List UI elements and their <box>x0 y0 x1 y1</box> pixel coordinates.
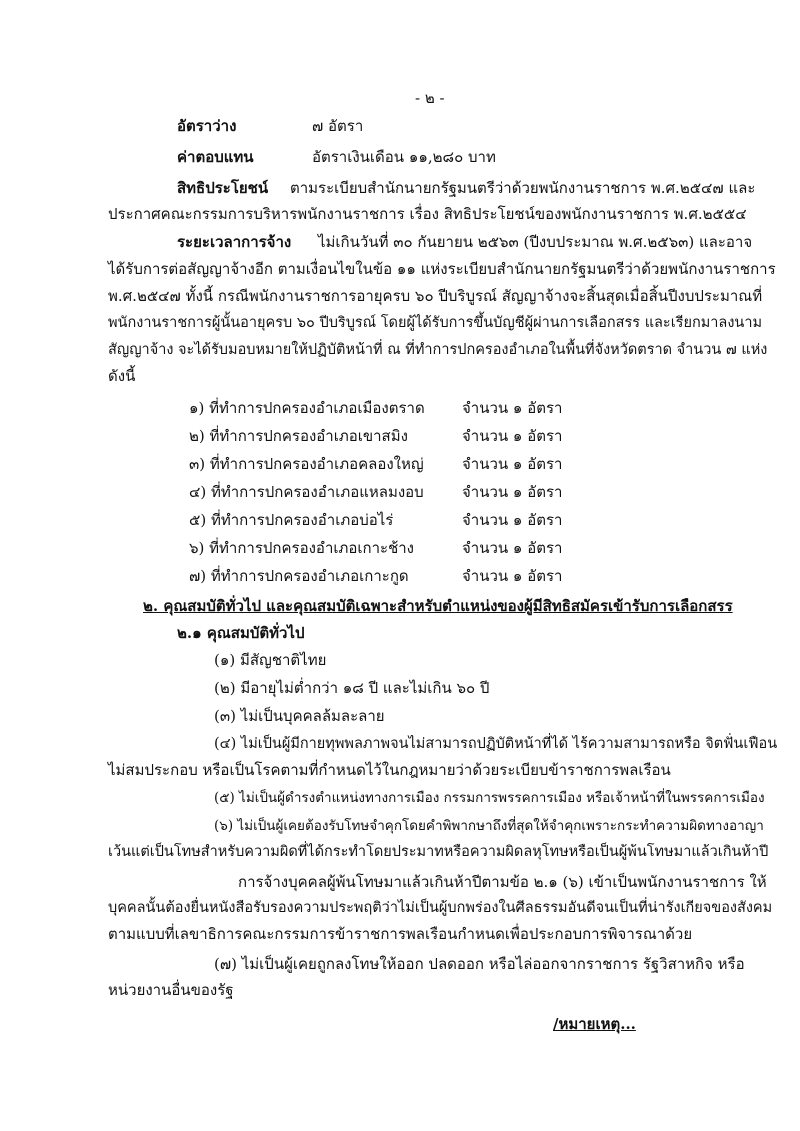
office-name: ๓) ที่ทำการปกครองอำเภอคลองใหญ่ <box>189 455 424 473</box>
qualification-6-line-2: เว้นแต่เป็นโทษสำหรับความผิดที่ได้กระทำโดยประมาทหรือความผิดลหุโทษหรือเป็นผู้พ้นโทษมาแล้วเกินห้าปี <box>108 844 769 860</box>
page-number: - ๒ - <box>415 89 445 107</box>
office-count: จำนวน ๑ อัตรา <box>462 399 563 417</box>
office-count: จำนวน ๑ อัตรา <box>462 427 563 445</box>
office-name: ๗) ที่ทำการปกครองอำเภอเกาะกูด <box>189 567 409 585</box>
office-name: ๒) ที่ทำการปกครองอำเภอเขาสมิง <box>189 427 408 445</box>
employment-period-line-1: ไม่เกินวันที่ ๓๐ กันยายน ๒๕๖๓ (ปีงบประมาณ พ.ศ.๒๕๖๓) และอาจ <box>318 233 753 251</box>
employment-period-line-2: ได้รับการต่อสัญญาจ้างอีก ตามเงื่อนไขในข้อ ๑๑ แห่งระเบียบสำนักนายกรัฐมนตรีว่าด้วยพนักงานราชการ <box>108 260 776 278</box>
qualification-note-line-3: ตามแบบที่เลขาธิการคณะกรรมการข้าราชการพลเรือนกำหนดเพื่อประกอบการพิจารณาด้วย <box>108 925 693 943</box>
continuation-marker: /หมายเหตุ... <box>553 1015 636 1033</box>
office-count: จำนวน ๑ อัตรา <box>462 539 563 557</box>
qualification-note-line-2: บุคคลนั้นต้องยื่นหนังสือรับรองความประพฤติว่าไม่เป็นผู้บกพร่องในศีลธรรมอันดีจนเป็นที่น่ารังเกียจของสังคม <box>108 900 773 916</box>
benefits-line-1: ตามระเบียบสำนักนายกรัฐมนตรีว่าด้วยพนักงานราชการ พ.ศ.๒๕๔๗ และ <box>290 179 756 197</box>
office-name: ๑) ที่ทำการปกครองอำเภอเมืองตราด <box>189 399 425 417</box>
office-name: ๖) ที่ทำการปกครองอำเภอเกาะช้าง <box>189 539 414 557</box>
office-name: ๔) ที่ทำการปกครองอำเภอแหลมงอบ <box>189 483 424 501</box>
section-2-1-heading: ๒.๑ คุณสมบัติทั่วไป <box>177 624 305 642</box>
benefits-line-2: ประกาศคณะกรรมการบริหารพนักงานราชการ เรื่อง สิทธิประโยชน์ของพนักงานราชการ พ.ศ.๒๕๕๔ <box>108 205 747 223</box>
office-count: จำนวน ๑ อัตรา <box>462 511 563 529</box>
qualification-4-line-2: ไม่สมประกอบ หรือเป็นโรคตามที่กำหนดไว้ในกฎหมายว่าด้วยระเบียบข้าราชการพลเรือน <box>108 761 671 779</box>
qualification-6-line-1: (๖) ไม่เป็นผู้เคยต้องรับโทษจำคุกโดยคำพิพากษาถึงที่สุดให้จำคุกเพราะกระทำความผิดทางอาญา <box>214 818 764 834</box>
compensation-label: ค่าตอบแทน <box>177 148 254 166</box>
qualification-4-line-1: (๔) ไม่เป็นผู้มีกายทุพพลภาพจนไม่สามารถปฏิบัติหน้าที่ได้ ไร้ความสามารถหรือ จิตฟั่นเฟือน <box>214 736 778 752</box>
qualification-1: (๑) มีสัญชาติไทย <box>214 651 327 669</box>
qualification-7-line-1: (๗) ไม่เป็นผู้เคยถูกลงโทษให้ออก ปลดออก หรือไล่ออกจากราชการ รัฐวิสาหกิจ หรือ <box>214 955 745 973</box>
qualification-5: (๕) ไม่เป็นผู้ดำรงตำแหน่งทางการเมือง กรรมการพรรคการเมือง หรือเจ้าหน้าที่ในพรรคการเมือง <box>214 790 765 806</box>
vacancy-label: อัตราว่าง <box>177 117 237 135</box>
qualification-7-line-2: หน่วยงานอื่นของรัฐ <box>108 981 234 999</box>
qualification-3: (๓) ไม่เป็นบุคคลล้มละลาย <box>214 707 385 725</box>
employment-period-label: ระยะเวลาการจ้าง <box>177 233 292 251</box>
office-name: ๕) ที่ทำการปกครองอำเภอบ่อไร่ <box>189 511 394 529</box>
office-count: จำนวน ๑ อัตรา <box>462 567 563 585</box>
qualification-note-line-1: การจ้างบุคคลผู้พ้นโทษมาแล้วเกินห้าปีตามข้อ ๒.๑ (๖) เข้าเป็นพนักงานราชการ ให้ <box>238 873 767 891</box>
benefits-label: สิทธิประโยชน์ <box>177 179 269 197</box>
employment-period-line-4: พนักงานราชการผู้นั้นอายุครบ ๖๐ ปีบริบูรณ์ โดยผู้ได้รับการขึ้นบัญชีผู้ผ่านการเลือกสรร และเรียกมาลงนาม <box>108 315 763 331</box>
office-count: จำนวน ๑ อัตรา <box>462 483 563 501</box>
compensation-value: อัตราเงินเดือน ๑๑,๒๘๐ บาท <box>312 148 496 166</box>
employment-period-line-6: ดังนี้ <box>108 367 136 385</box>
employment-period-line-3: พ.ศ.๒๕๔๗ ทั้งนี้ กรณีพนักงานราชการอายุครบ ๖๐ ปีบริบูรณ์ สัญญาจ้างจะสิ้นสุดเมื่อสิ้นปีงบประมาณที่ <box>108 287 763 305</box>
vacancy-value: ๗ อัตรา <box>312 117 364 135</box>
section-2-heading: ๒. คุณสมบัติทั่วไป และคุณสมบัติเฉพาะสำหรับตำแหน่งของผู้มีสิทธิสมัครเข้ารับการเลือกสรร <box>143 597 733 615</box>
qualification-2: (๒) มีอายุไม่ต่ำกว่า ๑๘ ปี และไม่เกิน ๖๐ ปี <box>214 679 490 697</box>
employment-period-line-5: สัญญาจ้าง จะได้รับมอบหมายให้ปฏิบัติหน้าที่ ณ ที่ทำการปกครองอำเภอในพื้นที่จังหวัดตราด จำนวน ๗ แห่ง <box>108 342 768 358</box>
office-count: จำนวน ๑ อัตรา <box>462 455 563 473</box>
